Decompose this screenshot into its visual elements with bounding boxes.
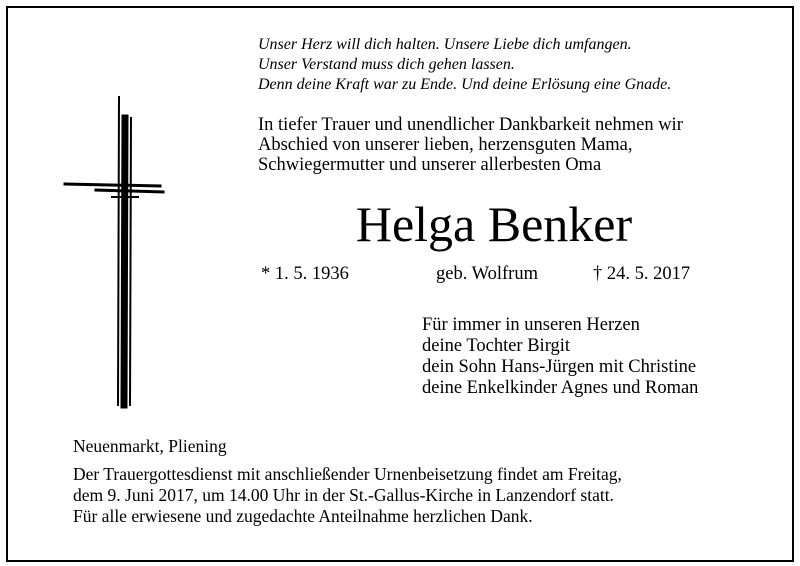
mourners-line: dein Sohn Hans-Jürgen mit Christine bbox=[422, 357, 697, 377]
mourners-line: deine Enkelkinder Agnes und Roman bbox=[422, 378, 699, 398]
death-date: † 24. 5. 2017 bbox=[593, 264, 691, 284]
intro-line: Schwiegermutter und unserer allerbesten Oma bbox=[258, 155, 602, 175]
motto-line: Denn deine Kraft war zu Ende. Und deine Erlösung eine Gnade. bbox=[258, 76, 672, 93]
mourners-line: deine Tochter Birgit bbox=[422, 336, 571, 356]
deceased-name: Helga Benker bbox=[355, 196, 633, 252]
service-line: dem 9. Juni 2017, um 14.00 Uhr in der St.-Gallus-Kirche in Lanzendorf statt. bbox=[73, 485, 614, 505]
motto-verse bbox=[258, 35, 671, 95]
funeral-service-info bbox=[73, 464, 622, 527]
mourners-list bbox=[422, 315, 698, 399]
intro-line: In tiefer Trauer und unendlicher Dankbarkeit nehmen wir bbox=[258, 115, 683, 135]
intro-line: Abschied von unserer lieben, herzensguten Mama, bbox=[258, 135, 633, 155]
motto-line: Unser Herz will dich halten. Unsere Liebe dich umfangen. bbox=[258, 36, 632, 53]
place-names: Neuenmarkt, Pliening bbox=[73, 436, 227, 456]
motto-line: Unser Verstand muss dich gehen lassen. bbox=[258, 56, 515, 73]
birth-date: * 1. 5. 1936 bbox=[261, 264, 349, 284]
service-line: Für alle erwiesene und zugedachte Anteilnahme herzlichen Dank. bbox=[73, 506, 533, 526]
mourners-line: Für immer in unseren Herzen bbox=[422, 315, 640, 335]
maiden-name: geb. Wolfrum bbox=[436, 264, 538, 284]
intro-text bbox=[258, 115, 683, 175]
service-line: Der Trauergottesdienst mit anschließender Urnenbeisetzung findet am Freitag, bbox=[73, 464, 622, 484]
